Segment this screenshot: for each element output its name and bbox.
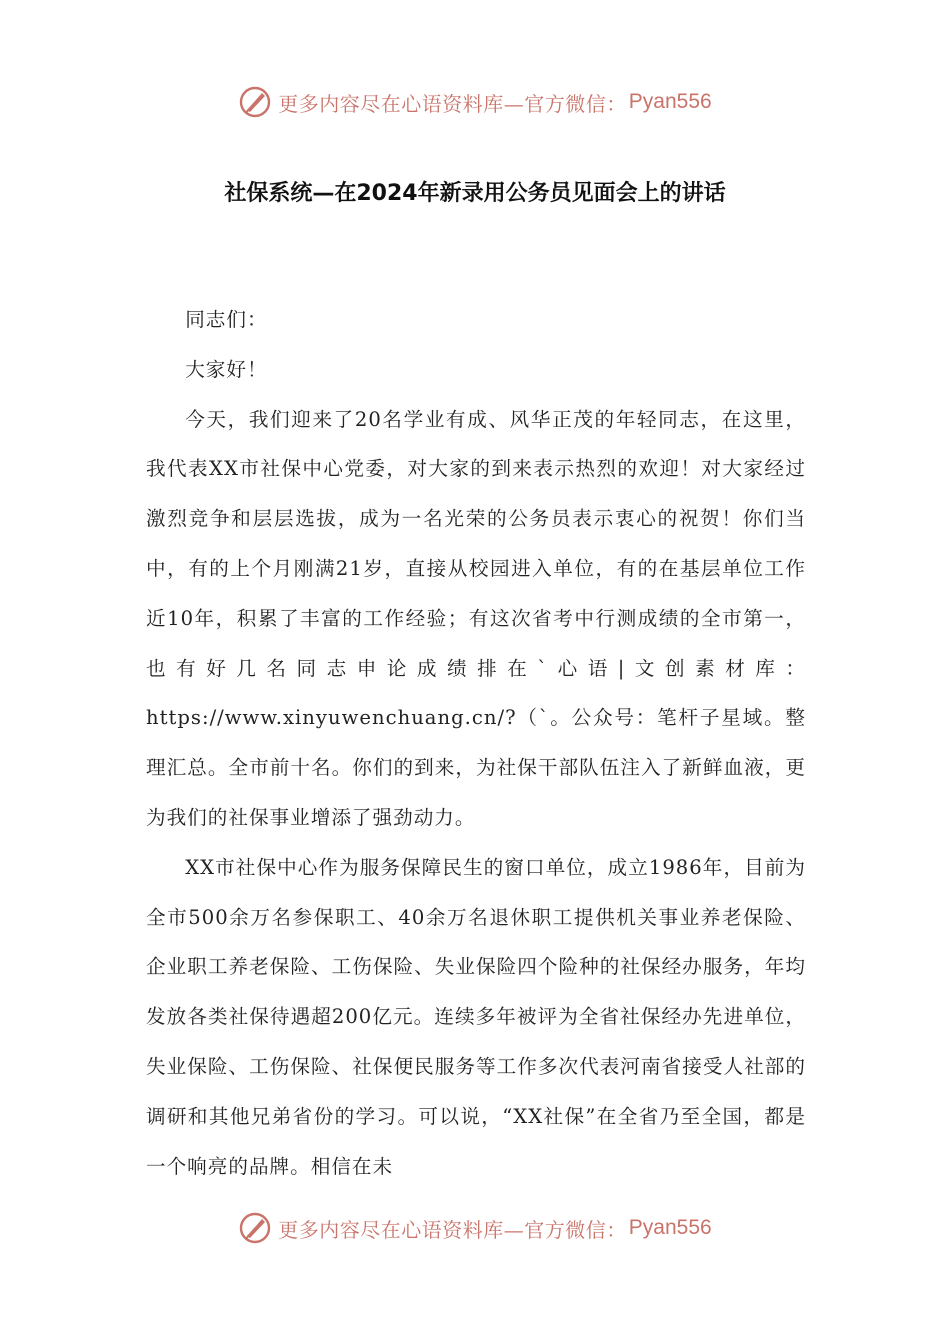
watermark-banner-top bbox=[0, 80, 950, 124]
watermark-text: 更多内容尽在心语资料库—官方微信： bbox=[278, 1217, 627, 1242]
quill-logo-icon bbox=[238, 85, 272, 119]
watermark-text: 更多内容尽在心语资料库—官方微信： bbox=[278, 91, 627, 116]
watermark-wechat-id: Pyan556 bbox=[628, 90, 712, 113]
watermark-wechat-id: Pyan556 bbox=[628, 1216, 712, 1239]
paragraph-1: 今天，我们迎来了20名学业有成、风华正茂的年轻同志，在这里，我代表XX市社保中心党委，对大家的到来表示热烈的欢迎！对大家经过激烈竞争和层层选拔，成为一名光荣的公务员表示衷心的祝贺！你们当中，有的上个月刚满21岁，直接从校园进入单位，有的在基层单位工作近10年，积累了丰富的工作经验；有这次省考中行测成绩的全市第一，也有好几名同志申论成绩排在`心语|文创素材库：https://www.xinyuwenchuang.cn/?（`。公众号：笔杆子星域。整理汇总。全市前十名。你们的到来，为社保干部队伍注入了新鲜血液，更为我们的社保事业增添了强劲动力。 bbox=[146, 407, 806, 829]
quill-logo-icon bbox=[238, 1211, 272, 1245]
document-title: 社保系统—在2024年新录用公务员见面会上的讲话 bbox=[224, 181, 726, 206]
watermark-banner-bottom bbox=[0, 1206, 950, 1250]
paragraph-2: XX市社保中心作为服务保障民生的窗口单位，成立1986年，目前为全市500余万名参保职工、40余万名退休职工提供机关事业养老保险、企业职工养老保险、工伤保险、失业保险四个险种的社保经办服务，年均发放各类社保待遇超200亿元。连续多年被评为全省社保经办先进单位，失业保险、工伤保险、社保便民服务等工作多次代表河南省接受人社部的调研和其他兄弟省份的学习。可以说，“XX社保”在全省乃至全国，都是一个响亮的品牌。相信在未 bbox=[146, 855, 806, 1178]
document-body bbox=[146, 295, 806, 1178]
greeting: 大家好！ bbox=[185, 357, 268, 381]
salutation: 同志们： bbox=[185, 308, 268, 331]
